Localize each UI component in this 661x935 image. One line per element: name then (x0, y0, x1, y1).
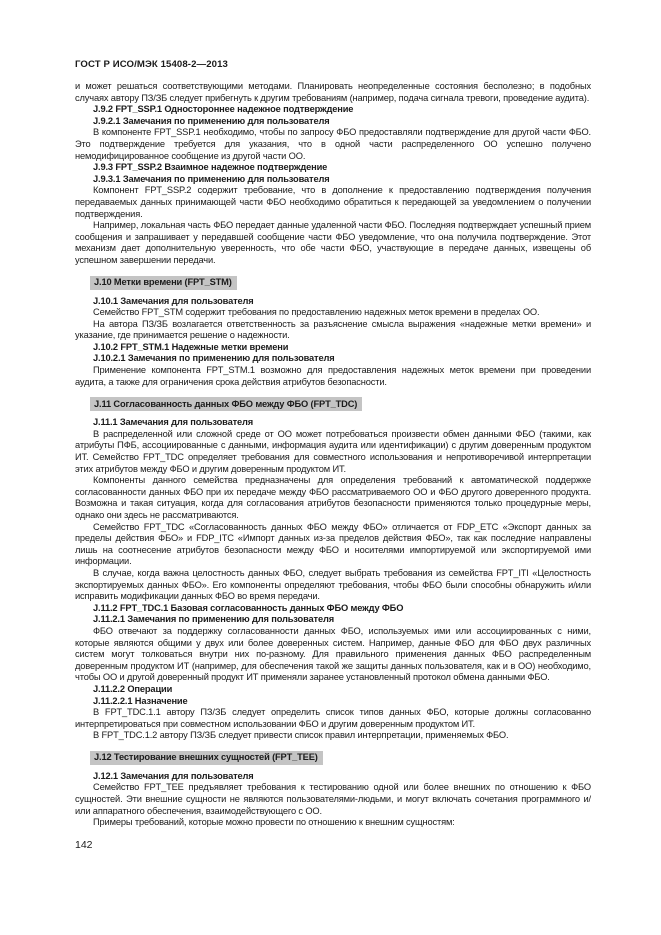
paragraph: ФБО отвечают за поддержку согласованности данных ФБО, используемых ими или ассоциированных с ними, которые являются общими у двух или более доверенных систем. Например, данные ФБО для ФБО двух различных систем могут толковаться внутри них по-разному. Для правильного применения данных ФБО распределенным доверенным продуктом ИТ (например, для обеспечения такой же защиты данных пользователя, как и в ОО) необходимо, чтобы ОО и другой доверенный продукт ИТ применяли заранее установленный протокол обмена данными ФБО. (75, 625, 591, 683)
paragraph: Семейство FPT_STM содержит требования по предоставлению надежных меток времени в пределах ОО. (93, 307, 540, 318)
paragraph: На автора ПЗ/ЗБ возлагается ответственность за разъяснение смысла выражения «надежные метки времени» и указание, где принимается решение о надежности. (75, 318, 591, 341)
paragraph: Примеры требований, которые можно провести по отношению к внешним сущностям: (93, 817, 455, 828)
paragraph-continued: и может решаться соответствующими методами. Планировать неопределенные состояния бесполезно; в подобных случаях автору ПЗ/ЗБ следует прибегнуть к другим требованиям (например, подача сигнала тревоги, проведение аудита). (75, 81, 591, 103)
document-subheading: J.11.2.2.1 Назначение (93, 695, 188, 706)
paragraph: Например, локальная часть ФБО передает данные удаленной части ФБО. Последняя подтверждает успешный прием сообщения и запрашивает у передавшей сообщение части ФБО уведомление, что она получила подтверждение. Этот механизм дает дополнительную уверенность, что обе части ФБО, участвующие в передаче данных, извещены об успешном завершении передачи. (75, 220, 591, 265)
document-subheading: J.10.2 FPT_STM.1 Надежные метки времени (93, 341, 289, 352)
document-subheading: J.12.1 Замечания для пользователя (93, 770, 254, 781)
document-subheading: J.10.2.1 Замечания по применению для пользователя (93, 353, 335, 364)
document-subheading: J.9.2.1 Замечания по применению для пользователя (93, 115, 330, 126)
paragraph: В FPT_TDC.1.1 автору ПЗ/ЗБ следует определить список типов данных ФБО, которые должны согласованно интерпретироваться при совместном использовании ФБО и другим доверенным продуктом ИТ. (75, 707, 591, 729)
section-heading-text: J.12 Тестирование внешних сущностей (FPT_TEE) (90, 751, 323, 765)
section-heading (75, 751, 591, 765)
paragraph: В распределенной или сложной среде от ОО может потребоваться произвести обмен данными ФБО (такими, как атрибуты ПФБ, ассоциированные с данными, информация аудита или идентификации) с другим доверенным продуктом ИТ. Семейство FPT_TDC определяет требования для совместного использования и непротиворечивой интерпретации этих атрибутов между ФБО и другим доверенным продуктом ИТ. (75, 428, 591, 474)
paragraph: Применение компонента FPT_STM.1 возможно для предоставления надежных меток времени при проведении аудита, а также для ограничения срока действия атрибутов безопасности. (75, 365, 591, 387)
document-subheading: J.11.2 FPT_TDC.1 Базовая согласованность данных ФБО между ФБО (93, 602, 404, 613)
paragraph: В FPT_TDC.1.2 автору ПЗ/ЗБ следует привести список правил интерпретации, применяемых ФБО. (93, 730, 509, 741)
paragraph: В случае, когда важна целостность данных ФБО, следует выбрать требования из семейства FPT_ITI «Целостность экспортируемых данных ФБО». Его компоненты определяют требования, чтобы ФБО были способны обнаружить и/или исправить модификации данных ФБО во время передачи. (75, 567, 591, 602)
paragraph: Компонент FPT_SSP.2 содержит требование, что в дополнение к предоставлению подтверждения получения передаваемых данных принимающей части ФБО необходимо обратиться к передающей за уведомлением о получении подтверждения. (75, 185, 591, 219)
document-header: ГОСТ Р ИСО/МЭК 15408-2—2013 (75, 59, 228, 70)
document-subheading: J.9.3.1 Замечания по применению для пользователя (93, 173, 330, 184)
paragraph: Семейство FPT_TDC «Согласованность данных ФБО между ФБО» отличается от FDP_ETC «Экспорт данных за пределы действия ФБО» и FDP_ITC «Импорт данных из-за пределов действия ФБО», так как последние направлены лишь на соотнесение атрибутов безопасности между ФБО и носителями импортируемой или экспортируемой ими информации. (75, 521, 591, 567)
document-subheading: J.9.3 FPT_SSP.2 Взаимное надежное подтверждение (93, 162, 328, 173)
section-heading (75, 276, 591, 290)
section-heading-text: J.11 Согласованность данных ФБО между ФБО (FPT_TDC) (90, 397, 362, 411)
document-subheading: J.10.1 Замечания для пользователя (93, 295, 254, 306)
page-number: 142 (75, 839, 93, 851)
document-subheading: J.11.2.1 Замечания по применению для пользователя (93, 614, 334, 625)
section-heading (75, 397, 591, 411)
section-heading-text: J.10 Метки времени (FPT_STM) (90, 276, 237, 290)
paragraph: Семейство FPT_TEE предъявляет требования к тестированию одной или более внешних по отношению к ФБО сущностей. Эти внешние сущности не являются пользователями-людьми, и могут включать сочетания программного и/или аппаратного обеспечения, взаимодействующего с ОО. (75, 782, 591, 816)
paragraph: В компоненте FPT_SSP.1 необходимо, чтобы по запросу ФБО предоставляли подтверждение для другой части ФБО. Это подтверждение требуется для указания, что в одной части распределенного ОО успешно получено немодифицированное сообщение из другой части ОО. (75, 127, 591, 161)
page-content (75, 81, 591, 829)
paragraph: Компоненты данного семейства предназначены для определения требований к автоматической поддержке согласованности данных ФБО при их передаче между ФБО рассматриваемого ОО и ФБО другого доверенного продукта. Возможна и такая ситуация, когда для согласования атрибутов безопасности применяются только процедурные меры, однако они здесь не рассматриваются. (75, 475, 591, 520)
document-subheading: J.9.2 FPT_SSP.1 Одностороннее надежное подтверждение (93, 104, 354, 115)
document-subheading: J.11.2.2 Операции (93, 683, 173, 694)
document-subheading: J.11.1 Замечания для пользователя (93, 417, 254, 428)
